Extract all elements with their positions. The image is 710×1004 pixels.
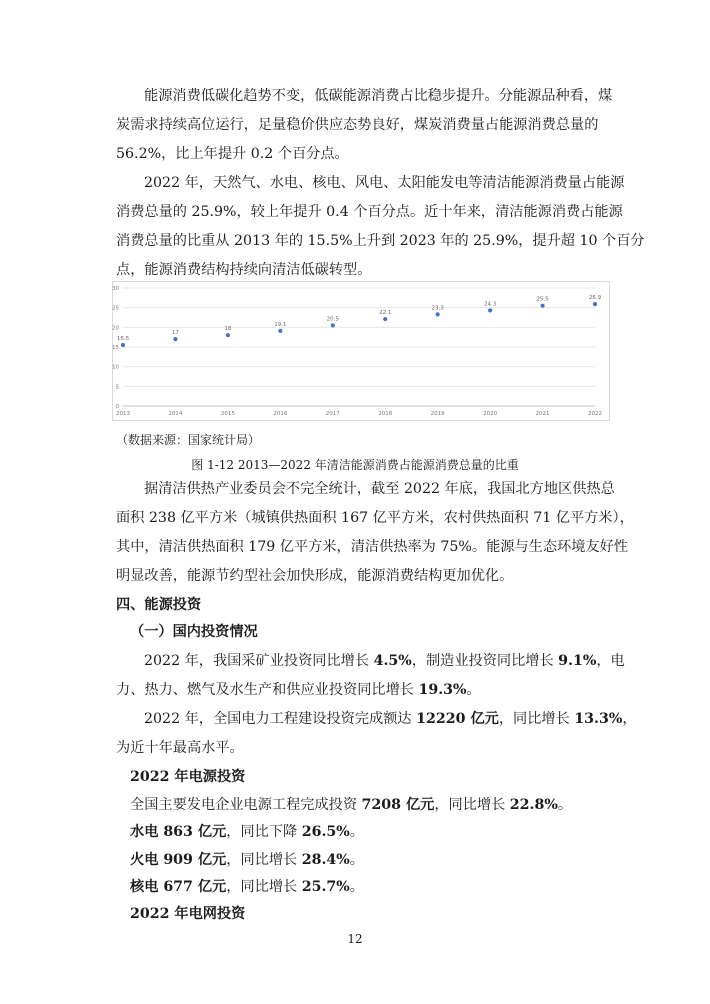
data-label: 17 xyxy=(171,330,179,337)
paragraph-line: 2022 年，我国采矿业投资同比增长 4.5%，制造业投资同比增长 9.1%，电 xyxy=(144,653,625,669)
data-label: 19.1 xyxy=(274,321,287,328)
y-tick-label: 0 xyxy=(115,404,119,410)
paragraph-line: 其中，清洁供热面积 179 亿平方米，清洁供热率为 75%。能源与生态环境友好性 xyxy=(116,539,628,555)
page-number: 12 xyxy=(347,932,363,946)
paragraph-line: 消费总量的 25.9%，较上年提升 0.4 个百分点。近十年来，清洁能源消费占能源 xyxy=(116,204,623,220)
paragraph-line: 据清洁供热产业委员会不完全统计，截至 2022 年底，我国北方地区供热总 xyxy=(144,481,615,497)
data-point xyxy=(331,323,335,327)
data-point xyxy=(226,333,230,337)
data-point xyxy=(121,343,125,347)
x-tick-label: 2020 xyxy=(483,411,498,417)
subheading-grid-investment: 2022 年电网投资 xyxy=(130,906,246,922)
data-point xyxy=(383,317,387,321)
data-label: 22.1 xyxy=(379,310,392,317)
y-tick-label: 5 xyxy=(115,384,119,391)
x-tick-label: 2017 xyxy=(325,411,340,417)
x-tick-label: 2013 xyxy=(116,411,130,417)
data-point xyxy=(593,302,597,306)
paragraph-line: 面积 238 亿平方米（城镇供热面积 167 亿平方米，农村供热面积 71 亿平方米）， xyxy=(116,510,634,526)
x-tick-label: 2015 xyxy=(220,411,235,417)
x-tick-label: 2014 xyxy=(168,411,183,417)
paragraph-line: 点，能源消费结构持续向清洁低碳转型。 xyxy=(116,262,372,278)
clean-energy-share-chart xyxy=(112,281,610,421)
data-point xyxy=(540,304,544,308)
section-heading: 四、能源投资 xyxy=(116,597,202,613)
paragraph-line: 全国主要发电企业电源工程完成投资 7208 亿元，同比增长 22.8%。 xyxy=(130,797,573,813)
chart-svg xyxy=(113,282,609,420)
data-point xyxy=(488,308,492,312)
data-label: 15.5 xyxy=(116,336,130,343)
y-tick-label: 30 xyxy=(112,286,119,292)
y-tick-label: 10 xyxy=(112,364,119,371)
subsection-heading: （一）国内投资情况 xyxy=(130,624,258,640)
paragraph-line: 炭需求持续高位运行，足量稳价供应态势良好，煤炭消费量占能源消费总量的 xyxy=(116,117,599,133)
y-tick-label: 15 xyxy=(112,345,119,351)
subheading-power-source-investment: 2022 年电源投资 xyxy=(130,769,246,785)
x-tick-label: 2021 xyxy=(535,411,550,417)
hydro-investment-line: 水电 863 亿元，同比下降 26.5%。 xyxy=(130,824,364,840)
data-point xyxy=(278,329,282,333)
data-label: 25.5 xyxy=(536,296,549,303)
data-source-note: （数据来源：国家统计局） xyxy=(116,433,261,447)
data-label: 20.5 xyxy=(326,316,339,323)
paragraph-line: 2022 年，天然气、水电、核电、风电、太阳能发电等清洁能源消费量占能源 xyxy=(144,175,625,191)
y-tick-label: 25 xyxy=(112,305,119,312)
paragraph-line: 明显改善，能源节约型社会加快形成，能源消费结构更加优化。 xyxy=(116,568,514,584)
data-label: 18 xyxy=(224,326,232,333)
data-label: 23.3 xyxy=(431,305,444,312)
data-label: 25.9 xyxy=(588,295,602,302)
paragraph-line: 力、热力、燃气及水生产和供应业投资同比增长 19.3%。 xyxy=(116,682,481,698)
data-point xyxy=(436,312,440,316)
data-label: 24.3 xyxy=(483,301,497,308)
data-point xyxy=(173,337,177,341)
paragraph-line: 2022 年，全国电力工程建设投资完成额达 12220 亿元，同比增长 13.3%， xyxy=(144,711,637,727)
x-tick-label: 2018 xyxy=(378,411,393,417)
nuclear-investment-line: 核电 677 亿元，同比增长 25.7%。 xyxy=(130,879,364,895)
paragraph-line: 消费总量的比重从 2013 年的 15.5%上升到 2023 年的 25.9%，提升超 10 个百分 xyxy=(116,233,645,249)
paragraph-line: 56.2%，比上年提升 0.2 个百分点。 xyxy=(116,146,349,162)
paragraph-line: 为近十年最高水平。 xyxy=(116,740,244,756)
figure-caption: 图 1-12 2013—2022 年清洁能源消费占能源消费总量的比重 xyxy=(191,458,519,472)
x-tick-label: 2019 xyxy=(430,411,445,417)
x-tick-label: 2022 xyxy=(588,411,602,417)
thermal-investment-line: 火电 909 亿元，同比增长 28.4%。 xyxy=(130,852,364,868)
x-tick-label: 2016 xyxy=(273,411,288,417)
paragraph-line: 能源消费低碳化趋势不变，低碳能源消费占比稳步提升。分能源品种看，煤 xyxy=(144,88,613,104)
y-tick-label: 20 xyxy=(112,325,119,332)
